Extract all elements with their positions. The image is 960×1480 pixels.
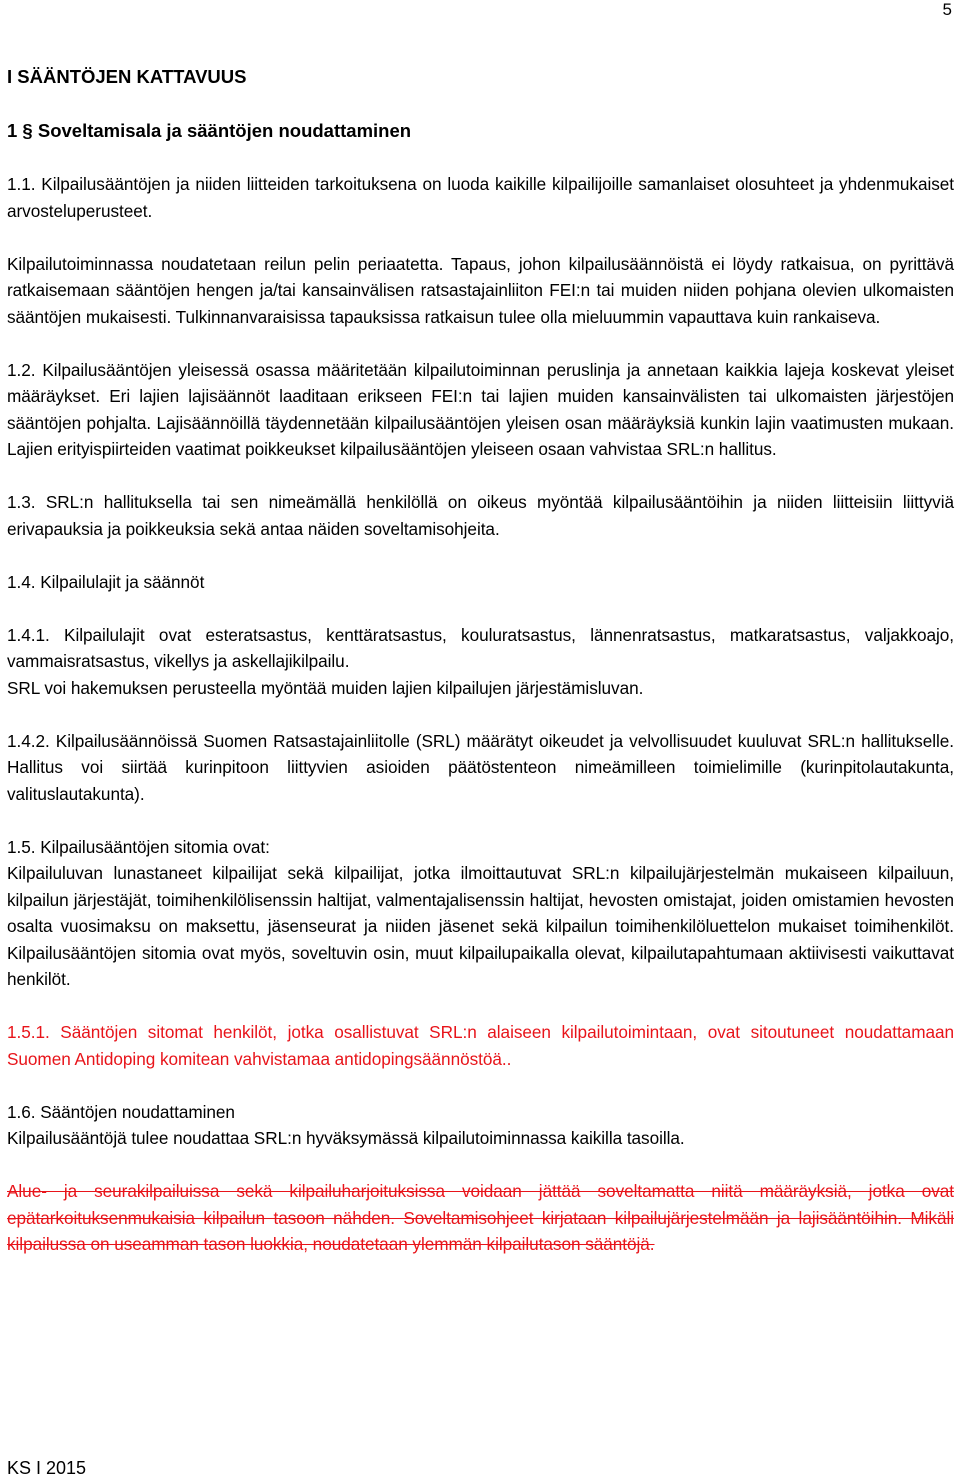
page-number: 5: [942, 0, 952, 19]
paragraph-1-1: 1.1. Kilpailusääntöjen ja niiden liitteiden tarkoituksena on luoda kaikille kilpailijoille samanlaiset olosuhteet ja yhdenmukaiset arvosteluperusteet.: [7, 174, 954, 221]
paragraph-fair-play: Kilpailutoiminnassa noudatetaan reilun pelin periaatetta. Tapaus, johon kilpailusäännöistä ei löydy ratkaisua, on pyrittävä ratkaisemaan sääntöjen hengen ja/tai kansainvälisen ratsastajainliiton FEI:n tai muiden niiden pohjana olevien ulkomaisten sääntöjen mukaisesti. Tulkinnanvaraisissa tapauksissa ratkaisun tulee olla mieluummin vapauttava kuin rankaiseva.: [7, 253, 954, 327]
section-heading: 1 § Soveltamisala ja sääntöjen noudattaminen: [7, 120, 412, 141]
paragraph-1-4-2: 1.4.2. Kilpailusäännöissä Suomen Ratsastajainliitolle (SRL) määrätyt oikeudet ja velvollisuudet kuuluvat SRL:n hallitukselle. Hallitus voi siirtää kurinpitoon liittyvien asioiden päätöstenteon nimeämilleen toimielimille (kurinpitolautakunta, valituslautakunta).: [7, 730, 954, 804]
paragraph-1-4-1: [7, 622, 954, 702]
document-body: [7, 64, 954, 1284]
paragraph-deleted: Alue- ja seurakilpailuissa sekä kilpailuharjoituksissa voidaan jättää soveltamatta niitä määräyksiä, jotka ovat epätarkoituksenmukaisia kilpailun tasoon nähden. Soveltamisohjeet kirjataan kilpailujärjestelmään ja lajisääntöihin. Mikäli kilpailussa on useamman tason luokkia, noudatetaan ylemmän kilpailutason sääntöjä.: [7, 1181, 954, 1254]
paragraph-1-5-1-added: 1.5.1. Sääntöjen sitomat henkilöt, jotka osallistuvat SRL:n alaiseen kilpailutoimintaan, ovat sitoutuneet noudattamaan Suomen Antidoping komitean vahvistamaa antidopingsäännöstöä..: [7, 1022, 954, 1069]
paragraph-line: 1.5. Kilpailusääntöjen sitomia ovat:: [7, 836, 270, 857]
paragraph-line: Kilpailusääntöjä tulee noudattaa SRL:n hyväksymässä kilpailutoiminnassa kaikilla tasoilla.: [7, 1128, 685, 1148]
paragraph-line: SRL voi hakemuksen perusteella myöntää muiden lajien kilpailujen järjestämisluvan.: [7, 677, 644, 698]
paragraph-line: 1.6. Sääntöjen noudattaminen: [7, 1101, 235, 1122]
paragraph-1-4: 1.4. Kilpailulajit ja säännöt: [7, 571, 205, 592]
paragraph-line: Kilpailuluvan lunastaneet kilpailijat sekä kilpailijat, jotka ilmoittautuvat SRL:n kilpailujärjestelmän mukaiseen kilpailuun, kilpailun järjestäjät, toimihenkilölisenssin haltijat, valmentajalisenssin haltijat, hevosten omistajat, joiden omistamien hevosten osalta vuosimaksu on maksettu, jäsenseurat ja niiden jäsenet sekä kilpailun toimihenkilöluettelon mukaiset toimihenkilöt. Kilpailusääntöjen sitomia ovat myös, soveltuvin osin, muut kilpailupaikalla olevat, kilpailutapahtumaan aktiivisesti vaikuttavat henkilöt.: [7, 863, 954, 989]
paragraph-1-5: [7, 834, 954, 993]
paragraph-1-2: 1.2. Kilpailusääntöjen yleisessä osassa määritetään kilpailutoiminnan peruslinja ja annetaan kaikkia lajeja koskevat yleiset määräykset. Eri lajien lajisäännöt laaditaan erikseen FEI:n tai lajien muiden kansainvälisten tai ulkomaisten järjestöjen sääntöjen pohjalta. Lajisäännöillä täydennetään kilpailusääntöjen yleisen osan määräyksiä kunkin lajin vaatimusten mukaan. Lajien erityispiirteiden vaatimat poikkeukset kilpailusääntöjen yleiseen osaan vahvistaa SRL:n hallitus.: [7, 359, 954, 459]
paragraph-1-6: [7, 1099, 954, 1152]
paragraph-1-3: 1.3. SRL:n hallituksella tai sen nimeämällä henkilöllä on oikeus myöntää kilpailusääntöihin ja niiden liitteisiin liittyviä erivapauksia ja poikkeuksia sekä antaa näiden soveltamisohjeita.: [7, 492, 954, 539]
chapter-heading: I SÄÄNTÖJEN KATTAVUUS: [7, 66, 247, 87]
paragraph-line: 1.4.1. Kilpailulajit ovat esteratsastus, kenttäratsastus, kouluratsastus, lännenratsastus, matkaratsastus, valjakkoajo, vammaisratsastus, vikellys ja askellajikilpailu.: [7, 624, 954, 671]
footer-label: KS I 2015: [7, 1458, 87, 1478]
